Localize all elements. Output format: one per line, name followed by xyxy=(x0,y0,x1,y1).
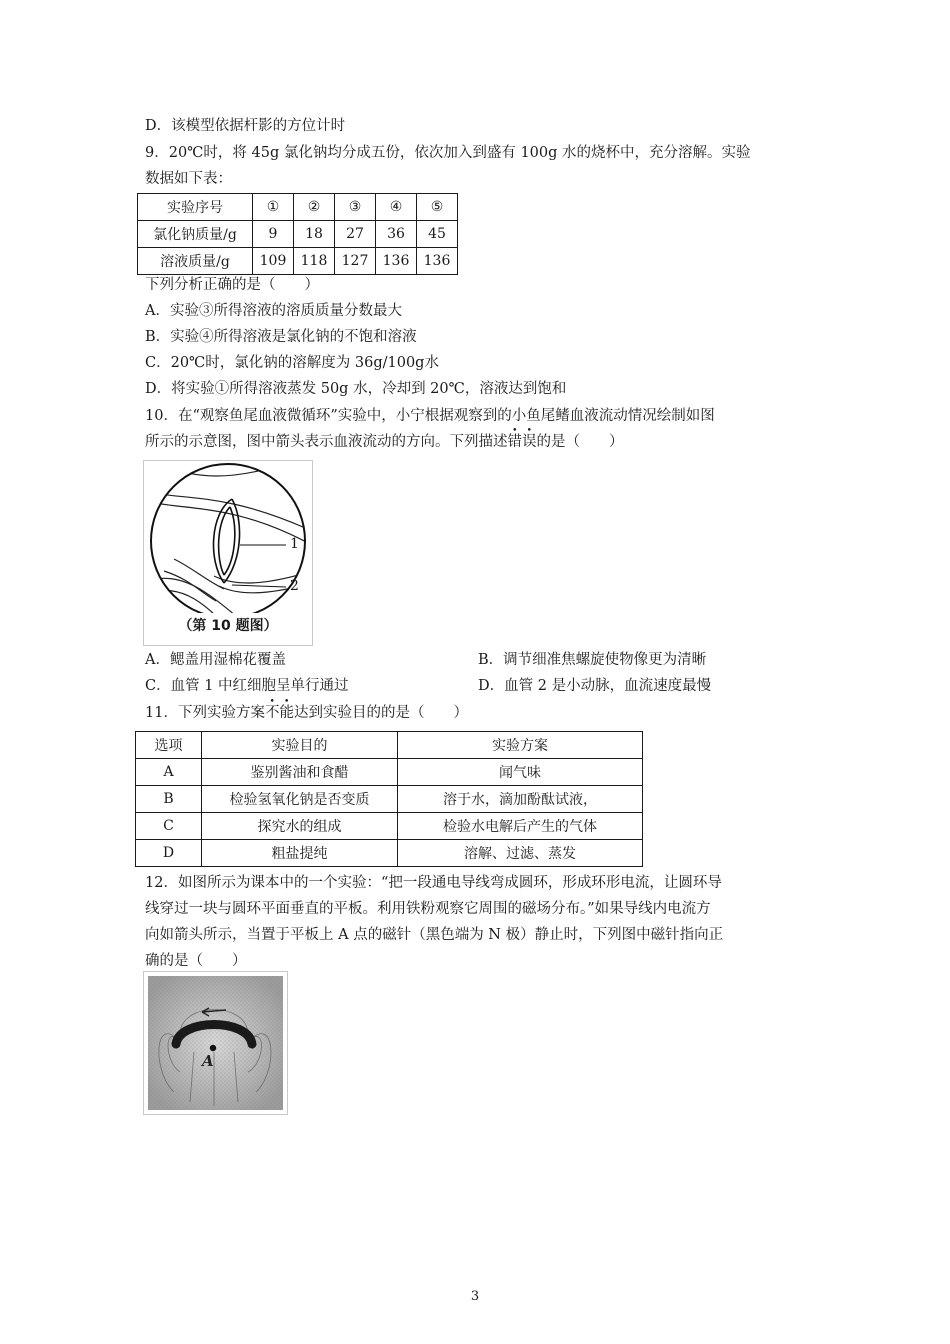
q11-stem-text: 达到实验目的的是（ ） xyxy=(293,705,468,721)
q11-cell: 溶解、过滤、蒸发 xyxy=(398,840,643,867)
q9-cell: 溶液质量/g xyxy=(138,248,253,275)
q9-header-cell: 实验序号 xyxy=(138,194,253,221)
q10-stem-line2 xyxy=(145,432,624,452)
q9-option-a: A．实验③所得溶液的溶质质量分数最大 xyxy=(145,303,402,319)
q11-cell: 检验水电解后产生的气体 xyxy=(398,813,643,840)
q9-table-row xyxy=(138,248,458,275)
q10-stem-line1: 10．在“观察鱼尾血液微循环”实验中，小宁根据观察到的小鱼尾鳍血液流动情况绘制如图 xyxy=(145,408,715,424)
q9-cell: 136 xyxy=(417,248,458,275)
q11-table-row xyxy=(136,840,643,867)
q9-option-c: C．20℃时，氯化钠的溶解度为 36g/100g水 xyxy=(145,355,439,371)
q11-cell: B xyxy=(136,786,202,813)
q11-cell: C xyxy=(136,813,202,840)
page-number: 3 xyxy=(470,1289,480,1304)
q12-stem-line3: 向如箭头所示，当置于平板上 A 点的磁针（黑色端为 N 极）静止时，下列图中磁针指向正 xyxy=(145,927,724,943)
q11-header-cell: 实验方案 xyxy=(398,732,643,759)
q10-option-c: C．血管 1 中红细胞呈单行通过 xyxy=(145,678,349,694)
q9-header-cell: ⑤ xyxy=(417,194,458,221)
q10-option-d: D．血管 2 是小动脉，血流速度最慢 xyxy=(478,678,712,694)
q10-figure-caption: （第 10 题图） xyxy=(178,618,278,634)
q12-stem-line1: 12．如图所示为课本中的一个实验：“把一段通电导线弯成圆环，形成环形电流，让圆环导 xyxy=(145,875,722,891)
q9-option-d: D．将实验①所得溶液蒸发 50g 水，冷却到 20℃，溶液达到饱和 xyxy=(145,381,567,397)
q9-cell: 109 xyxy=(253,248,294,275)
q11-cell: 粗盐提纯 xyxy=(202,840,398,867)
q8-option-d: D．该模型依据杆影的方位计时 xyxy=(145,118,346,134)
q9-cell: 氯化钠质量/g xyxy=(138,221,253,248)
q11-cell: 闻气味 xyxy=(398,759,643,786)
q9-option-b: B．实验④所得溶液是氯化钠的不饱和溶液 xyxy=(145,329,417,345)
q11-cell: 检验氢氧化钠是否变质 xyxy=(202,786,398,813)
q10-option-b: B．调节细准焦螺旋使物像更为清晰 xyxy=(478,652,707,668)
q11-cell: 鉴别酱油和食醋 xyxy=(202,759,398,786)
iron-filings-ring-current-photo xyxy=(144,972,287,1114)
q11-emphasis-char: 不 xyxy=(264,705,280,721)
q10-option-a: A．鳃盖用湿棉花覆盖 xyxy=(145,652,286,668)
q9-stem-line1: 9．20℃时，将 45g 氯化钠均分成五份，依次加入到盛有 100g 水的烧杯中，充分溶解。实验 xyxy=(145,145,751,161)
q9-data-table xyxy=(137,193,458,275)
q9-cell: 136 xyxy=(376,248,417,275)
q11-cell: A xyxy=(136,759,202,786)
q9-header-cell: ② xyxy=(294,194,335,221)
q11-cell: D xyxy=(136,840,202,867)
q11-stem-text: 11．下列实验方案 xyxy=(145,705,265,721)
q12-point-a-label: A xyxy=(202,1052,214,1070)
q9-table-row xyxy=(138,221,458,248)
q10-emphasis-char: 错 xyxy=(507,434,522,450)
q11-table-row xyxy=(136,759,643,786)
q11-emphasis-char: 能 xyxy=(279,705,294,721)
q11-stem xyxy=(145,703,468,723)
q9-header-cell: ① xyxy=(253,194,294,221)
q10-stem-text: 的是（ ） xyxy=(536,434,624,450)
q9-cell: 36 xyxy=(376,221,417,248)
q9-header-cell: ④ xyxy=(376,194,417,221)
q9-cell: 18 xyxy=(294,221,335,248)
q12-stem-line4: 确的是（ ） xyxy=(145,953,247,969)
q11-header-cell: 实验目的 xyxy=(202,732,398,759)
q11-cell: 溶于水，滴加酚酞试液， xyxy=(398,786,643,813)
q10-emphasis-char: 误 xyxy=(522,434,537,450)
q10-figure-label: 1 xyxy=(290,536,299,552)
q10-blood-flow-figure xyxy=(143,460,313,646)
q11-table-row xyxy=(136,786,643,813)
q12-stem-line2: 线穿过一块与圆环平面垂直的平板。利用铁粉观察它周围的磁场分布。”如果导线内电流方 xyxy=(145,901,711,917)
q12-magnetic-field-figure xyxy=(143,971,288,1115)
q10-stem-text: 所示的示意图，图中箭头表示血液流动的方向。下列描述 xyxy=(145,434,508,450)
q11-cell: 探究水的组成 xyxy=(202,813,398,840)
q9-cell: 27 xyxy=(335,221,376,248)
q9-header-cell: ③ xyxy=(335,194,376,221)
q11-table-row xyxy=(136,813,643,840)
q11-header-cell: 选项 xyxy=(136,732,202,759)
q11-options-table xyxy=(135,731,643,867)
q9-cell: 118 xyxy=(294,248,335,275)
q10-figure-label: 2 xyxy=(290,578,299,594)
q9-cell: 45 xyxy=(417,221,458,248)
q9-stem-line2: 数据如下表： xyxy=(145,171,232,187)
q9-question: 下列分析正确的是（ ） xyxy=(145,277,319,293)
q9-cell: 9 xyxy=(253,221,294,248)
q9-cell: 127 xyxy=(335,248,376,275)
